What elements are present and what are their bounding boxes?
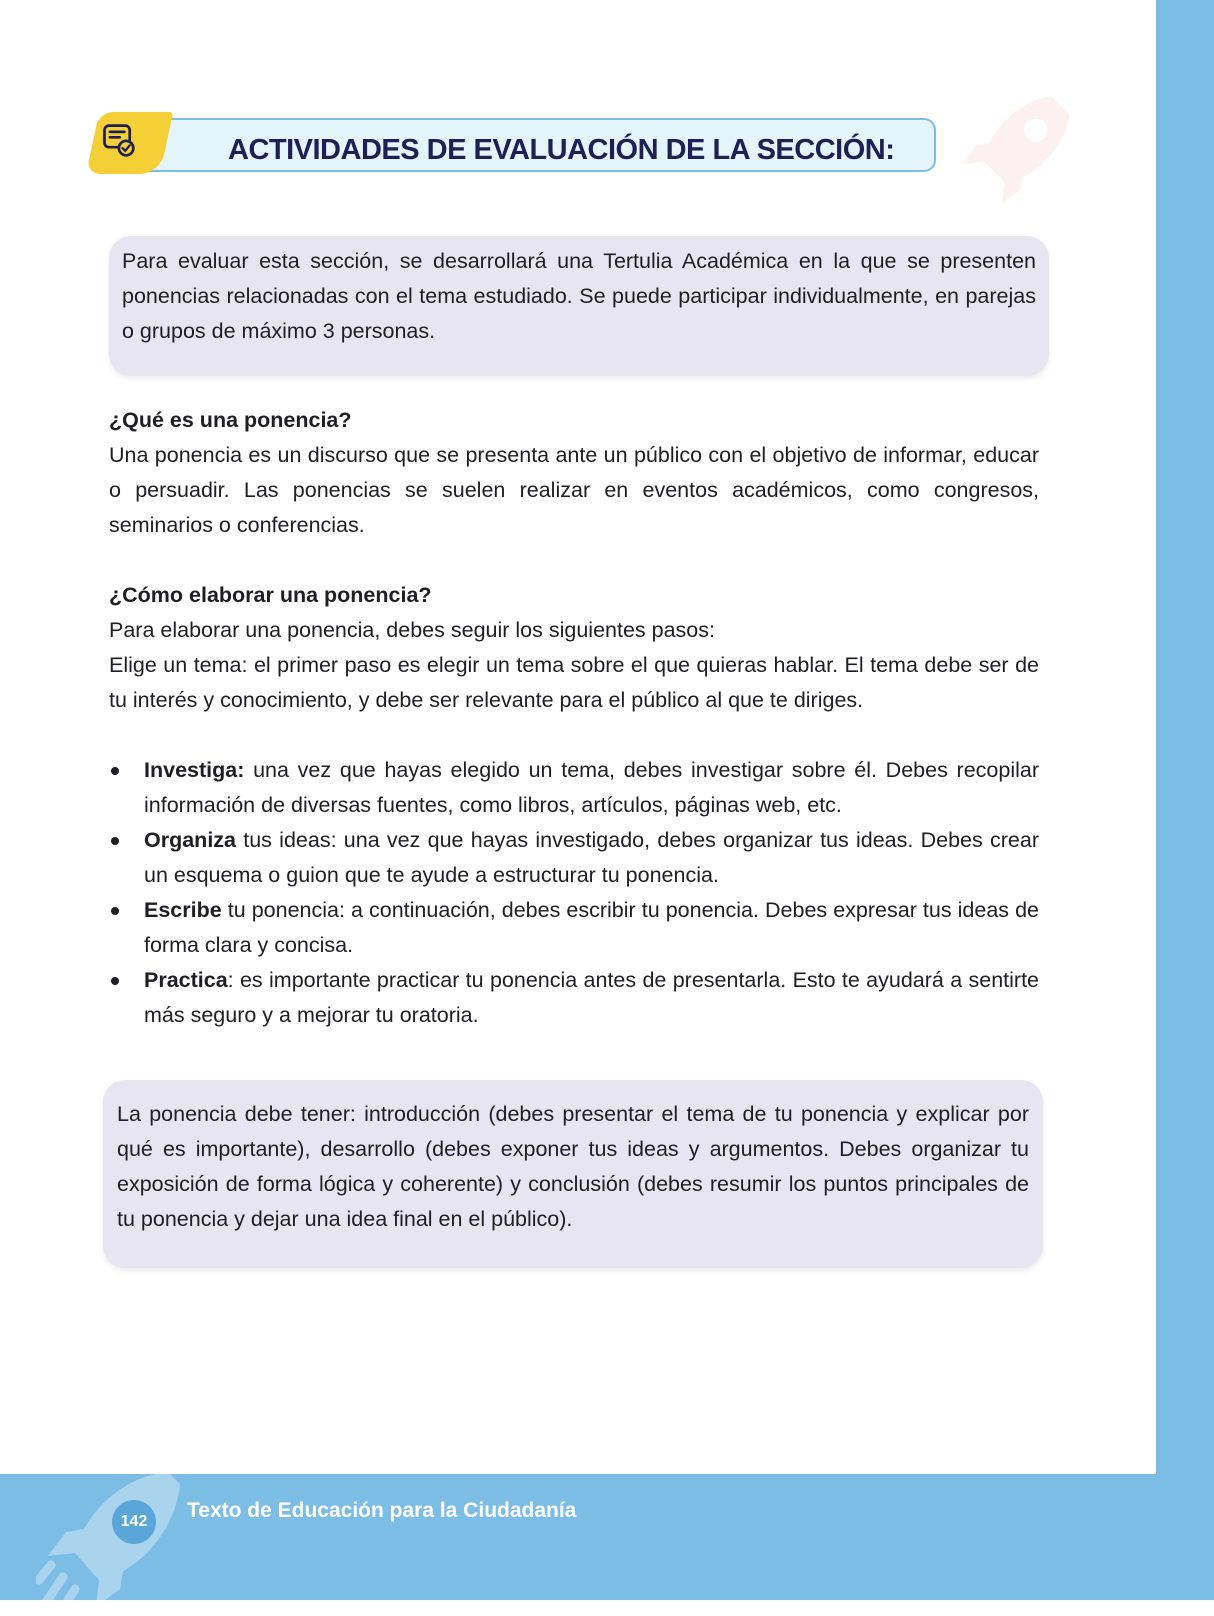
- step-text: una vez que hayas elegido un tema, debes investigar sobre él. Debes recopilar información de diversas fuentes, como libros, artículos, páginas web, etc.: [144, 758, 1039, 817]
- step-keyword: Practica: [144, 968, 228, 992]
- main-content: [109, 403, 1039, 1033]
- bullet-icon: [111, 977, 119, 985]
- list-item: [109, 963, 1039, 1033]
- step-text: : es importante practicar tu ponencia antes de presentarla. Esto te ayudará a sentirte más seguro y a mejorar tu oratoria.: [144, 968, 1039, 1027]
- section-header: [86, 112, 938, 178]
- choose-topic-text: Elige un tema: el primer paso es elegir un tema sobre el que quieras hablar. El tema debe ser de tu interés y conocimiento, y debe ser relevante para el público al que te diriges.: [109, 653, 1039, 712]
- list-item: [109, 753, 1039, 823]
- steps-list: [109, 753, 1039, 1033]
- right-side-band: [1156, 0, 1214, 1600]
- intro-box: [109, 236, 1049, 376]
- closing-box: [103, 1080, 1043, 1268]
- footer-book-title: Texto de Educación para la Ciudadanía: [187, 1499, 577, 1522]
- question-what-is: ¿Qué es una ponencia?: [109, 408, 352, 432]
- bullet-icon: [111, 837, 119, 845]
- step-text: tus ideas: una vez que hayas investigado, debes organizar tus ideas. Debes crear un esquema o guion que te ayude a estructurar tu ponencia.: [144, 828, 1039, 887]
- list-item: [109, 823, 1039, 893]
- header-title: ACTIVIDADES DE EVALUACIÓN DE LA SECCIÓN:: [228, 134, 895, 166]
- intro-text: Para evaluar esta sección, se desarrollará una Tertulia Académica en la que se presenten ponencias relacionadas con el tema estudiado. Se puede participar individualmente, en parejas o grupos de máximo 3 personas.: [122, 249, 1036, 343]
- list-item: [109, 893, 1039, 963]
- step-keyword: Organiza: [144, 828, 236, 852]
- checklist-icon: [100, 122, 136, 158]
- step-keyword: Investiga:: [144, 758, 245, 782]
- page-number: 142: [112, 1500, 156, 1544]
- bullet-icon: [111, 767, 119, 775]
- steps-lead: Para elaborar una ponencia, debes seguir los siguientes pasos:: [109, 618, 715, 642]
- spacer: [109, 543, 1039, 578]
- header-banner: [136, 118, 936, 172]
- rocket-watermark-icon: [950, 86, 1080, 216]
- rocket-icon: [36, 1466, 186, 1616]
- step-keyword: Escribe: [144, 898, 222, 922]
- step-text: tu ponencia: a continuación, debes escribir tu ponencia. Debes expresar tus ideas de forma clara y concisa.: [144, 898, 1039, 957]
- question-how-to: ¿Cómo elaborar una ponencia?: [109, 583, 432, 607]
- spacer: [109, 718, 1039, 753]
- answer-what-is: Una ponencia es un discurso que se presenta ante un público con el objetivo de informar, educar o persuadir. Las ponencias se suelen realizar en eventos académicos, como congresos, seminarios o conferencias.: [109, 443, 1039, 537]
- closing-text: La ponencia debe tener: introducción (debes presentar el tema de tu ponencia y explicar por qué es importante), desarrollo (debes exponer tus ideas y argumentos. Debes organizar tu exposición de forma lógica y coherente) y conclusión (debes resumir los puntos principales de tu ponencia y dejar una idea final en el público).: [117, 1102, 1029, 1231]
- bullet-icon: [111, 907, 119, 915]
